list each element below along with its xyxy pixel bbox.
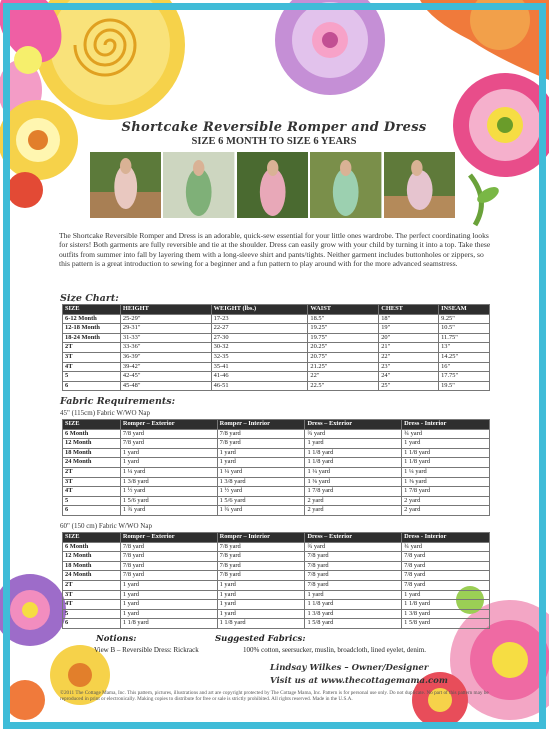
fabric-60-label: 60" (150 cm) Fabric W/WO Nap — [60, 522, 152, 530]
table-row — [63, 467, 490, 477]
table-row — [63, 429, 490, 439]
photo-dress-3 — [384, 152, 455, 218]
table-cell: 1 yard — [217, 600, 305, 610]
row-label: 2T — [63, 343, 121, 353]
fabric-60-column-header: SIZE — [63, 533, 121, 543]
table-row — [63, 477, 490, 487]
table-cell: 1 yard — [402, 439, 490, 449]
fabric-45-column-header: Romper – Interior — [217, 420, 305, 430]
table-row — [63, 333, 490, 343]
photo-dress-2 — [310, 152, 381, 218]
table-cell: 1 1/8 yard — [402, 600, 490, 610]
table-cell: 22" — [308, 372, 379, 382]
table-cell: 7/8 yard — [305, 561, 402, 571]
table-row — [63, 362, 490, 372]
fabric-45-column-header: Dress – Exterior — [305, 420, 402, 430]
row-label: 6 — [63, 381, 121, 391]
size-chart-column-header: HEIGHT — [120, 305, 211, 315]
fabric-45-column-header: SIZE — [63, 420, 121, 430]
fabric-45-column-header: Romper – Exterior — [120, 420, 217, 430]
table-row — [63, 352, 490, 362]
table-cell: 1 yard — [217, 590, 305, 600]
table-cell: 27-30 — [211, 333, 308, 343]
table-cell: 22" — [379, 352, 439, 362]
table-cell: 1 1/8 yard — [217, 619, 305, 629]
table-row — [63, 619, 490, 629]
table-cell: 7/8 yard — [120, 552, 217, 562]
photo-strip — [90, 152, 455, 218]
table-cell: 17.75" — [439, 372, 490, 382]
photo-romper-2 — [163, 152, 234, 218]
table-cell: 1 ⅜ yard — [305, 477, 402, 487]
table-cell: 7/8 yard — [120, 439, 217, 449]
table-row — [63, 506, 490, 516]
size-chart-table — [62, 304, 490, 391]
table-cell: 1 yard — [120, 580, 217, 590]
table-cell: 35-41 — [211, 362, 308, 372]
fabric-45-column-header: Dress - Interior — [402, 420, 490, 430]
table-row — [63, 609, 490, 619]
table-row — [63, 343, 490, 353]
table-cell: 1 yard — [305, 590, 402, 600]
row-label: 12 Month — [63, 552, 121, 562]
size-chart-column-header: SIZE — [63, 305, 121, 315]
fabric-45-table — [62, 419, 490, 516]
table-cell: 7/8 yard — [402, 580, 490, 590]
fabric-60-column-header: Dress - Interior — [402, 533, 490, 543]
fabric-45-header-row — [63, 420, 490, 430]
row-label: 5 — [63, 496, 121, 506]
table-cell: 18.5" — [308, 314, 379, 324]
photo-dress-1 — [237, 152, 308, 218]
row-label: 3T — [63, 352, 121, 362]
fabric-45-label: 45" (115cm) Fabric W/WO Nap — [60, 409, 150, 417]
table-cell: 2 yard — [402, 506, 490, 516]
table-cell: 1 ¼ yard — [120, 467, 217, 477]
table-row — [63, 487, 490, 497]
fabric-60-column-header: Romper – Exterior — [120, 533, 217, 543]
table-cell: 1 1/8 yard — [305, 448, 402, 458]
table-cell: 1 5/8 yard — [305, 619, 402, 629]
table-cell: 46-51 — [211, 381, 308, 391]
table-cell: 9.25" — [439, 314, 490, 324]
table-cell: 19.5" — [439, 381, 490, 391]
table-row — [63, 542, 490, 552]
table-cell: ¾ yard — [305, 429, 402, 439]
row-label: 6 — [63, 506, 121, 516]
row-label: 6 Month — [63, 542, 121, 552]
table-cell: 1 1/8 yard — [305, 600, 402, 610]
table-cell: 7/8 yard — [305, 552, 402, 562]
website-link[interactable]: Visit us at www.thecottagemama.com — [270, 676, 448, 686]
table-cell: 1 ⅜ yard — [402, 477, 490, 487]
table-row — [63, 552, 490, 562]
table-cell: 1 yard — [120, 600, 217, 610]
table-cell: 1 7/8 yard — [402, 487, 490, 497]
table-row — [63, 324, 490, 334]
table-cell: 1 3/8 yard — [217, 477, 305, 487]
table-cell: 7/8 yard — [120, 571, 217, 581]
table-cell: 1 5/6 yard — [120, 496, 217, 506]
suggested-fabrics-block — [215, 634, 427, 654]
size-chart-heading: Size Chart: — [60, 293, 119, 304]
table-cell: 7/8 yard — [217, 439, 305, 449]
table-cell: 1 5/6 yard — [217, 496, 305, 506]
table-cell: 42-45" — [120, 372, 211, 382]
table-cell: 1 ¼ yard — [305, 467, 402, 477]
table-row — [63, 372, 490, 382]
table-cell: 1 yard — [217, 580, 305, 590]
table-cell: 1 yard — [217, 448, 305, 458]
table-row — [63, 496, 490, 506]
row-label: 24 Month — [63, 571, 121, 581]
table-cell: 18" — [379, 314, 439, 324]
table-cell: 1 7/8 yard — [305, 487, 402, 497]
table-cell: 1 ½ yard — [120, 487, 217, 497]
notions-text: View B – Reversible Dress: Rickrack — [94, 646, 199, 654]
table-cell: 36-39" — [120, 352, 211, 362]
row-label: 6 — [63, 619, 121, 629]
table-cell: 25-29" — [120, 314, 211, 324]
table-cell: 16" — [439, 362, 490, 372]
table-cell: 19.75" — [308, 333, 379, 343]
table-cell: 20" — [379, 333, 439, 343]
row-label: 2T — [63, 580, 121, 590]
table-cell: 7/8 yard — [402, 561, 490, 571]
table-cell: 23" — [379, 362, 439, 372]
table-cell: 22-27 — [211, 324, 308, 334]
table-cell: 33-36" — [120, 343, 211, 353]
table-cell: 7/8 yard — [217, 429, 305, 439]
row-label: 24 Month — [63, 458, 121, 468]
table-cell: 1 1/8 yard — [120, 619, 217, 629]
row-label: 12-18 Month — [63, 324, 121, 334]
table-cell: 7/8 yard — [120, 561, 217, 571]
table-cell: 20.25" — [308, 343, 379, 353]
table-cell: 1 yard — [305, 439, 402, 449]
table-cell: 39-42" — [120, 362, 211, 372]
fabric-requirements-heading: Fabric Requirements: — [60, 396, 176, 407]
size-chart-column-header: WAIST — [308, 305, 379, 315]
table-cell: 1 3/8 yard — [402, 609, 490, 619]
table-cell: ¾ yard — [402, 429, 490, 439]
table-cell: 10.5" — [439, 324, 490, 334]
table-cell: 7/8 yard — [120, 542, 217, 552]
table-cell: 1 ¾ yard — [217, 506, 305, 516]
table-cell: 11.75" — [439, 333, 490, 343]
table-cell: 7/8 yard — [217, 561, 305, 571]
row-label: 5 — [63, 609, 121, 619]
table-cell: 1 yard — [120, 609, 217, 619]
table-cell: 21.25" — [308, 362, 379, 372]
table-row — [63, 561, 490, 571]
table-cell: 7/8 yard — [402, 571, 490, 581]
table-cell: 20.75" — [308, 352, 379, 362]
table-row — [63, 600, 490, 610]
table-cell: 21" — [379, 343, 439, 353]
size-chart-column-header: INSEAM — [439, 305, 490, 315]
table-cell: 1 yard — [120, 590, 217, 600]
table-cell: 24" — [379, 372, 439, 382]
photo-romper-1 — [90, 152, 161, 218]
table-cell: 1 1/8 yard — [305, 458, 402, 468]
table-cell: 1 ¼ yard — [402, 467, 490, 477]
table-cell: 1 ¼ yard — [217, 467, 305, 477]
row-label: 18-24 Month — [63, 333, 121, 343]
table-cell: 1 1/8 yard — [402, 458, 490, 468]
table-row — [63, 381, 490, 391]
table-cell: 1 yard — [217, 458, 305, 468]
fabric-60-column-header: Dress – Exterior — [305, 533, 402, 543]
table-cell: 1 5/8 yard — [402, 619, 490, 629]
table-row — [63, 458, 490, 468]
row-label: 3T — [63, 477, 121, 487]
row-label: 12 Month — [63, 439, 121, 449]
table-cell: 1 yard — [402, 590, 490, 600]
table-cell: 2 yard — [402, 496, 490, 506]
size-chart-column-header: CHEST — [379, 305, 439, 315]
notions-block — [94, 634, 199, 654]
table-cell: 30-32 — [211, 343, 308, 353]
size-chart-column-header: WEIGHT (lbs.) — [211, 305, 308, 315]
table-row — [63, 590, 490, 600]
table-cell: 45-48" — [120, 381, 211, 391]
row-label: 2T — [63, 467, 121, 477]
table-cell: 19" — [379, 324, 439, 334]
table-cell: 1 1/8 yard — [402, 448, 490, 458]
table-cell: ¾ yard — [402, 542, 490, 552]
table-cell: 7/8 yard — [217, 542, 305, 552]
table-cell: 1 ½ yard — [217, 487, 305, 497]
copyright-notice: ©2011 The Cottage Mama, Inc. This pattern, pictures, illustrations and art are copyright protected by The Cottage Mama, Inc. Pattern is for personal use only. Do not duplicate. No part of this pattern may be reproduced in print or electronically. Making copies to distribute for free or sale is strictly prohibited. All rights reserved. Made in the U.S.A. — [60, 690, 489, 702]
row-label: 4T — [63, 487, 121, 497]
table-row — [63, 571, 490, 581]
suggested-fabrics-heading: Suggested Fabrics: — [215, 634, 306, 644]
table-cell: 7/8 yard — [217, 552, 305, 562]
table-cell: 1 yard — [217, 609, 305, 619]
pattern-title: Shortcake Reversible Romper and Dress — [121, 120, 427, 135]
row-label: 6 Month — [63, 429, 121, 439]
table-cell: 1 3/8 yard — [305, 609, 402, 619]
table-row — [63, 448, 490, 458]
table-cell: 2 yard — [305, 496, 402, 506]
table-cell: 1 3/8 yard — [120, 477, 217, 487]
row-label: 18 Month — [63, 448, 121, 458]
table-cell: 1 ¾ yard — [120, 506, 217, 516]
row-label: 18 Month — [63, 561, 121, 571]
table-cell: 13" — [439, 343, 490, 353]
fabric-60-table — [62, 532, 490, 629]
table-row — [63, 580, 490, 590]
table-cell: 1 yard — [120, 448, 217, 458]
table-cell: 7/8 yard — [402, 552, 490, 562]
table-cell: 14.25" — [439, 352, 490, 362]
intro-paragraph: The Shortcake Reversible Romper and Dress is an adorable, quick-sew essential for your little ones wardrobe. The perfect coordinating looks for sisters! Both garments are fully reversible and tie at the shoulder. Dress can easily grow with your child by turning it into a top. Take these outfits from summer into fall by layering them with a long-sleeve shirt and pants/tights. Neither garment includes buttonholes or zippers, so this pattern is a great introduction to sewing for a beginner and a fun pattern to play around with for the more advanced seamstress. — [59, 231, 491, 269]
size-chart-header-row — [63, 305, 490, 315]
table-cell: ¾ yard — [305, 542, 402, 552]
row-label: 5 — [63, 372, 121, 382]
table-cell: 7/8 yard — [305, 571, 402, 581]
table-cell: 7/8 yard — [120, 429, 217, 439]
table-cell: 7/8 yard — [217, 571, 305, 581]
row-label: 4T — [63, 600, 121, 610]
table-cell: 17-23 — [211, 314, 308, 324]
row-label: 3T — [63, 590, 121, 600]
row-label: 6-12 Month — [63, 314, 121, 324]
table-cell: 19.25" — [308, 324, 379, 334]
table-row — [63, 439, 490, 449]
notions-heading: Notions: — [96, 634, 137, 644]
table-cell: 2 yard — [305, 506, 402, 516]
suggested-fabrics-text: 100% cotton, seersucker, muslin, broadcloth, lined eyelet, denim. — [243, 646, 427, 654]
table-cell: 31-33" — [120, 333, 211, 343]
fabric-60-header-row — [63, 533, 490, 543]
table-cell: 29-31" — [120, 324, 211, 334]
table-row — [63, 314, 490, 324]
owner-line: Lindsay Wilkes – Owner/Designer — [270, 663, 429, 673]
fabric-60-column-header: Romper – Interior — [217, 533, 305, 543]
pattern-subtitle: SIZE 6 MONTH TO SIZE 6 YEARS — [191, 136, 357, 147]
table-cell: 22.5" — [308, 381, 379, 391]
table-cell: 1 yard — [120, 458, 217, 468]
table-cell: 7/8 yard — [305, 580, 402, 590]
table-cell: 32-35 — [211, 352, 308, 362]
table-cell: 41-46 — [211, 372, 308, 382]
table-cell: 25" — [379, 381, 439, 391]
row-label: 4T — [63, 362, 121, 372]
